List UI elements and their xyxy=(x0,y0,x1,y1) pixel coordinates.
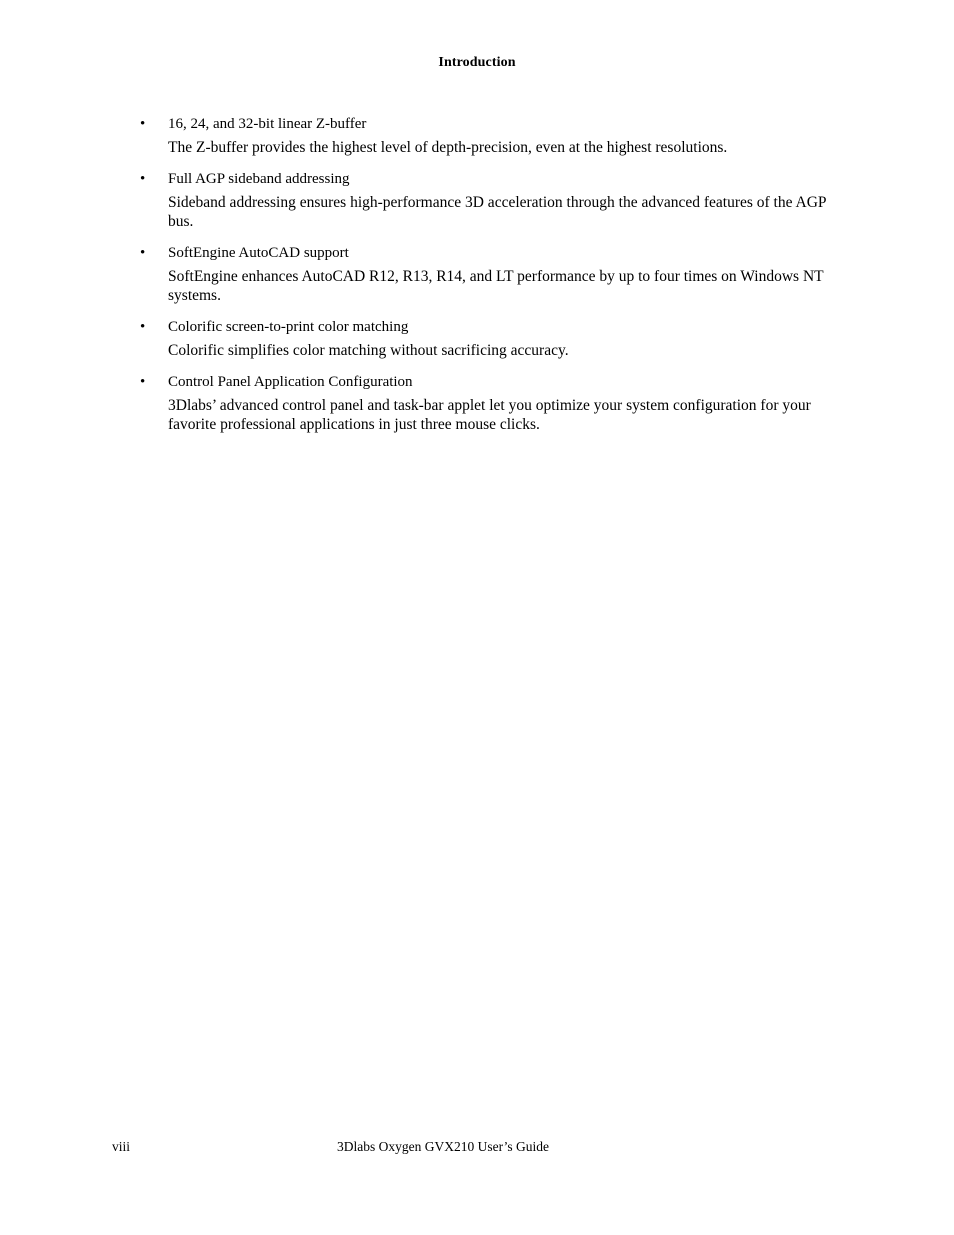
list-item xyxy=(138,372,838,434)
page-number: viii xyxy=(112,1139,131,1154)
list-item xyxy=(138,243,838,305)
list-item xyxy=(138,317,838,360)
bullet-icon: • xyxy=(140,374,146,390)
feature-description: 3Dlabs’ advanced control panel and task-bar applet let you optimize your system configuration for your favorite professional applications in just three mouse clicks. xyxy=(168,397,811,433)
bullet-icon: • xyxy=(140,116,146,132)
feature-description: Colorific simplifies color matching without sacrificing accuracy. xyxy=(168,342,569,359)
bullet-icon: • xyxy=(140,319,146,335)
document-title: 3Dlabs Oxygen GVX210 User’s Guide xyxy=(337,1139,549,1154)
feature-description: SoftEngine enhances AutoCAD R12, R13, R14, and LT performance by up to four times on Windows NT systems. xyxy=(168,268,824,304)
bullet-icon: • xyxy=(140,245,146,261)
feature-title: Colorific screen-to-print color matching xyxy=(168,319,409,335)
list-item xyxy=(138,114,838,157)
feature-title: Control Panel Application Configuration xyxy=(168,374,413,390)
feature-description: Sideband addressing ensures high-performance 3D acceleration through the advanced features of the AGP bus. xyxy=(168,194,826,230)
feature-title: Full AGP sideband addressing xyxy=(168,171,350,187)
feature-description: The Z-buffer provides the highest level of depth-precision, even at the highest resolutions. xyxy=(168,139,728,156)
feature-title: 16, 24, and 32-bit linear Z-buffer xyxy=(168,116,367,132)
list-item xyxy=(138,169,838,231)
feature-title: SoftEngine AutoCAD support xyxy=(168,245,349,261)
bullet-icon: • xyxy=(140,171,146,187)
running-header: Introduction xyxy=(438,55,516,70)
feature-list xyxy=(138,114,838,446)
